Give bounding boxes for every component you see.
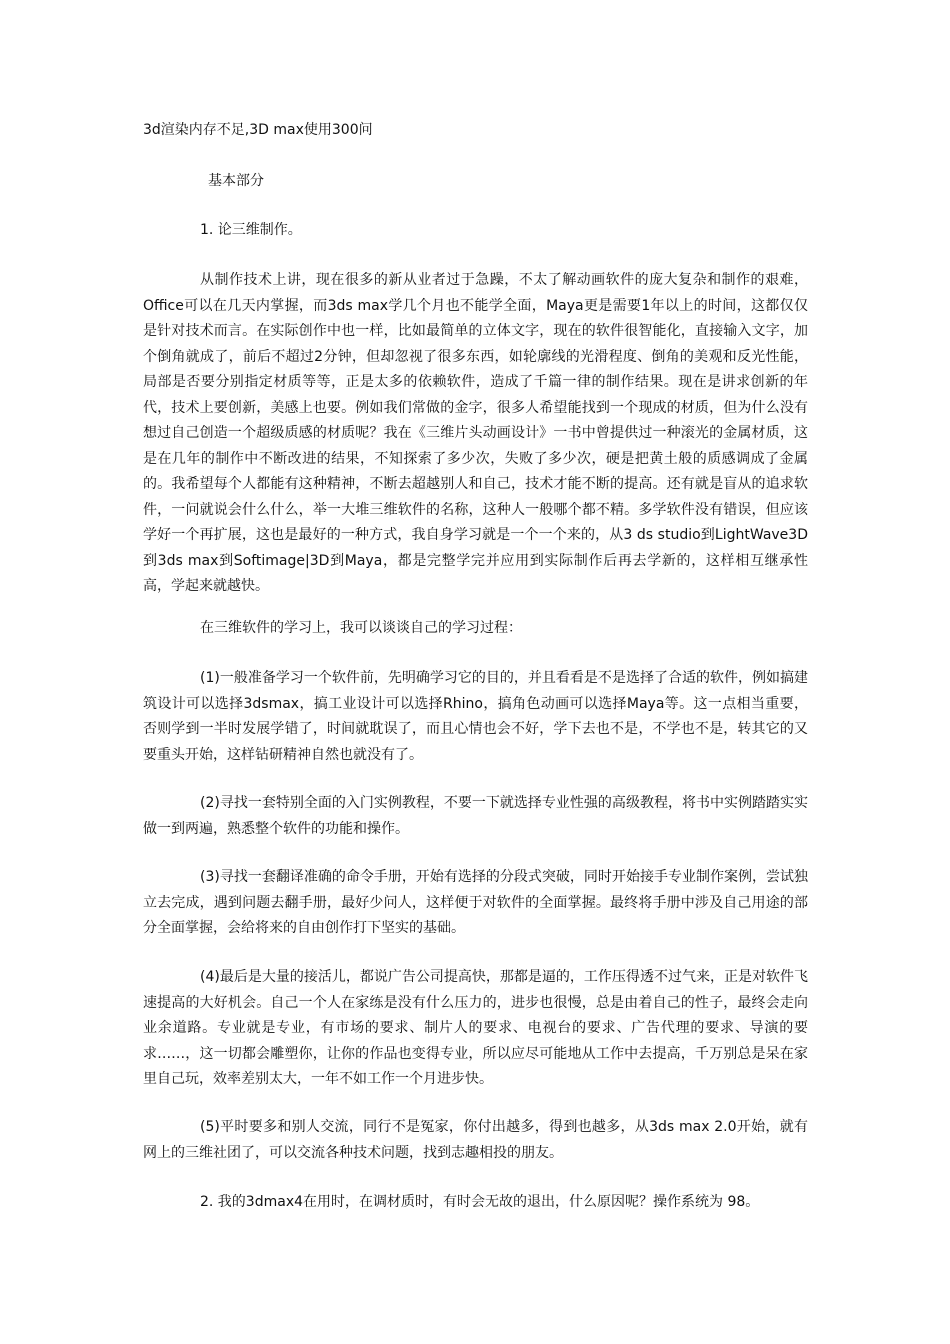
document-title: 3d渲染内存不足,3D max使用300问 [143, 122, 373, 138]
section-heading: 基本部分 [208, 173, 264, 189]
paragraph-learning: 在三维软件的学习上，我可以谈谈自己的学习过程： [200, 620, 522, 636]
step-1-paragraph: (1)一般准备学习一个软件前，先明确学习它的目的，并且看看是不是选择了合适的软件，例如搞建筑设计可以选择3dsmax，搞工业设计可以选择Rhino，搞角色动画可以选择Maya等。这一点相当重要，否则学到一半时发展学错了，时间就耽误了，而且心情也会不好，学下去也不是，不学也不是，转其它的又要重头开始，这样钻研精神自然也就没有了。 [143, 670, 808, 763]
paragraph-intro: 从制作技术上讲，现在很多的新从业者过于急躁，不太了解动画软件的庞大复杂和制作的艰难，Office可以在几天内掌握，而3ds max学几个月也不能学全面，Maya更是需要1年以上的时间，这都仅仅是针对技术而言。在实际创作中也一样，比如最简单的立体文字，现在的软件很智能化，直接输入文字，加个倒角就成了，前后不超过2分钟，但却忽视了很多东西，如轮廓线的光滑程度、倒角的美观和反光性能，局部是否要分别指定材质等等，正是太多的依赖软件，造成了千篇一律的制作结果。现在是讲求创新的年代，技术上要创新，美感上也要。例如我们常做的金字，很多人希望能找到一个现成的材质，但为什么没有想过自己创造一个超级质感的材质呢？我在《三维片头动画设计》一书中曾提供过一种滚光的金属材质，这是在几年的制作中不断改进的结果，不知探索了多少次，失败了多少次，硬是把黄土般的质感调成了金属的。我希望每个人都能有这种精神，不断去超越别人和自己，技术才能不断的提高。还有就是盲从的追求软件，一问就说会什么什么，举一大堆三维软件的名称，这种人一般哪个都不精。多学软件没有错误，但应该学好一个再扩展，这也是最好的一种方式，我自身学习就是一个一个来的，从3 ds studio到LightWave3D到3ds max到Softimage|3D到Maya，都是完整学完并应用到实际制作后再去学新的，这样相互继承性高，学起来就越快。 [143, 272, 808, 594]
question-2: 2. 我的3dmax4在用时，在调材质时，有时会无故的退出，什么原因呢？操作系统为 98。 [200, 1194, 760, 1210]
step-3-paragraph: (3)寻找一套翻译准确的命令手册，开始有选择的分段式突破，同时开始接手专业制作案例，尝试独立去完成，遇到问题去翻手册，最好少问人，这样便于对软件的全面掌握。最终将手册中涉及自己用途的部分全面掌握，会给将来的自由创作打下坚实的基础。 [143, 869, 808, 936]
step-2-paragraph: (2)寻找一套特别全面的入门实例教程，不要一下就选择专业性强的高级教程，将书中实例踏踏实实做一到两遍，熟悉整个软件的功能和操作。 [143, 795, 808, 837]
question-1: 1. 论三维制作。 [200, 222, 302, 238]
step-5-paragraph: (5)平时要多和别人交流，同行不是冤家，你付出越多，得到也越多，从3ds max 2.0开始，就有网上的三维社团了，可以交流各种技术问题，找到志趣相投的朋友。 [143, 1119, 808, 1161]
step-4-paragraph: (4)最后是大量的接活儿，都说广告公司提高快，那都是逼的，工作压得透不过气来，正是对软件飞速提高的大好机会。自己一个人在家练是没有什么压力的，进步也很慢，总是由着自己的性子，最终会走向业余道路。专业就是专业，有市场的要求、制片人的要求、电视台的要求、广告代理的要求、导演的要求……，这一切都会雕塑你，让你的作品也变得专业，所以应尽可能地从工作中去提高，千万别总是呆在家里自己玩，效率差别太大，一年不如工作一个月进步快。 [143, 969, 808, 1087]
